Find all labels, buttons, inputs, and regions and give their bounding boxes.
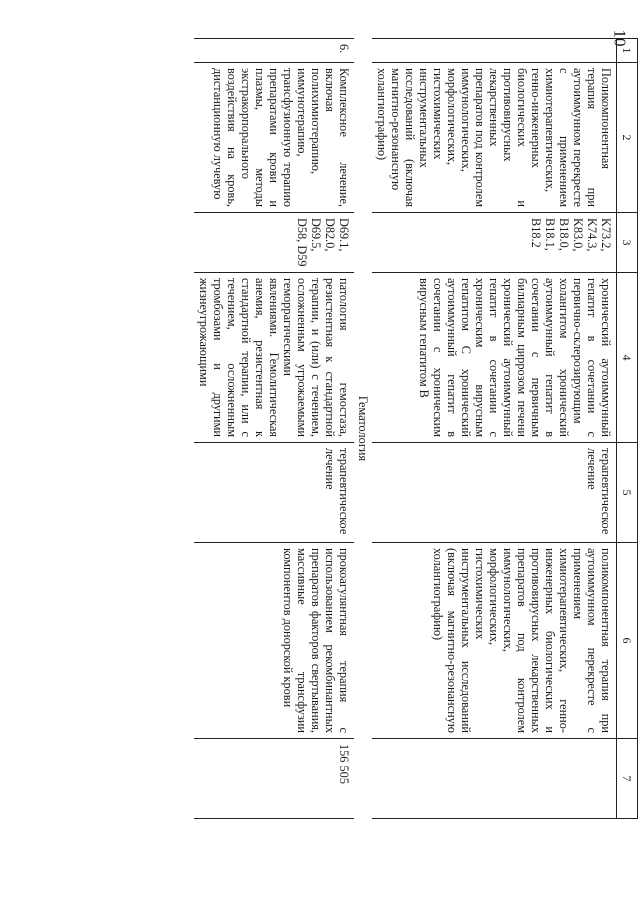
treatment-method: прокоагулянтная терапия с использованием рекомбинантных препаратов факторов свертывания, массивные трансфузии компонентов донорской крови: [194, 543, 354, 739]
page-number: 10: [610, 29, 630, 47]
diagnosis-model: патология гемостаза, резистентная к стандартной терапии, и (или) с течением, осложненным угрожаемыми геморрагическими явлениями. Гемолитическая анемия, резистентная к стандартной терапии, или с течением, осложненным тромбозами и другими жизнеугрожающими: [194, 273, 354, 443]
header-col-2: 2: [617, 63, 638, 213]
table-row: [194, 39, 354, 819]
treatment-type: терапевтическое лечение: [194, 443, 354, 543]
cost-value: 156 505: [194, 739, 354, 819]
header-col-3: 3: [617, 213, 638, 273]
header-col-6: 6: [617, 543, 638, 739]
row-number: [372, 39, 617, 63]
method-name: Поликомпонентная терапия при аутоиммунном перекресте с применением химиотерапевтических, генно-инженерных биологических и противовирусных лекарственных препаратов под контролем иммунологических, морфологических, гистохимических инструментальных исследований (включая магнитно-резонансную холангиографию): [372, 63, 617, 213]
table-row: [372, 39, 617, 819]
cost-value: [372, 739, 617, 819]
section-row: [354, 39, 372, 819]
icd-codes: K73.2, K74.3, K83.0, B18.0, B18.1, B18.2: [372, 213, 617, 273]
rotated-table-container: [118, 38, 638, 818]
treatment-table: [194, 38, 638, 819]
header-col-7: 7: [617, 739, 638, 819]
treatment-type: терапевтическое лечение: [372, 443, 617, 543]
section-title: Гематология: [356, 395, 370, 462]
header-col-5: 5: [617, 443, 638, 543]
row-number: 6.: [194, 39, 354, 63]
method-name: Комплексное лечение, включая полихимиотерапию, иммунотерапию, трансфузионную терапию препаратами крови и плазмы, методы экстракорпорального воздействия на кровь, дистанционную лучевую: [194, 63, 354, 213]
header-col-4: 4: [617, 273, 638, 443]
header-col-1: 1: [617, 39, 638, 63]
icd-codes: D69.1, D82.0, D69.5, D58, D59: [194, 213, 354, 273]
diagnosis-model: хронический аутоиммунный гепатит в сочетании с первично-склерозирующим холангитом хронический аутоиммунный гепатит в сочетании с первичным билиарным циррозом печени хронический аутоиммунный гепатит в сочетании с хроническим вирусным гепатитом C хронический аутоиммунный гепатит в сочетании с хроническим вирусным гепатитом B: [372, 273, 617, 443]
table-header-row: [617, 39, 638, 819]
treatment-method: поликомпонентная терапия при аутоиммунном перекресте с применением химиотерапевтических, генно-инженерных биологических и противовирусных лекарственных препаратов под контролем иммунологических, морфологических, гистохимических инструментальных исследований (включая магнитно-резонансную холангиографию): [372, 543, 617, 739]
